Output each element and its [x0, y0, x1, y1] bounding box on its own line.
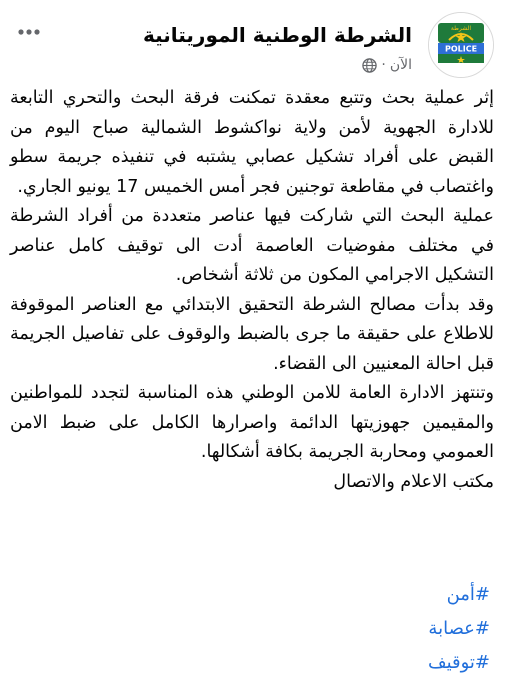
post-signature: مكتب الاعلام والاتصال	[333, 471, 494, 492]
post-paragraph-3: وقد بدأت مصالح الشرطة التحقيق الابتدائي مع العناصر الموقوفة للاطلاع على حقيقة ما جرى بالضبط والوقوف على تفاصيل الجريمة قبل احالة المعنيين الى القضاء.	[10, 294, 494, 374]
hashtag-list	[428, 578, 490, 680]
page-name-link[interactable]: الشرطة الوطنية الموريتانية	[142, 23, 412, 47]
police-logo-icon	[429, 13, 493, 77]
hashtag-tawqif[interactable]: #توقيف	[427, 652, 490, 673]
post-meta	[362, 57, 412, 73]
avatar-top-text: الشرطة	[450, 25, 472, 32]
hashtag-isaba[interactable]: #عصابة	[428, 618, 490, 639]
more-options-button[interactable]	[14, 22, 44, 42]
globe-icon[interactable]	[362, 58, 377, 73]
meta-separator: ·	[381, 57, 386, 73]
hashtag-amn[interactable]: #أمن	[446, 584, 490, 605]
post-paragraph-1: إثر عملية بحث وتتبع معقدة تمكنت فرقة البحث والتحري التابعة للادارة الجهوية لأمن ولاية نواكشوط الشمالية صباح اليوم من القبض على أفراد تشكيل عصابي يشتبه في تنفيذه جريمة سطو واغتصاب في مقاطعة توجنين فجر أمس الخميس 17 يونيو الجاري.	[10, 88, 494, 197]
post-body	[10, 84, 494, 497]
avatar-badge-text: POLICE	[444, 44, 478, 54]
page-avatar[interactable]	[428, 12, 494, 78]
post-timestamp[interactable]: الآن	[389, 57, 412, 73]
post-header	[0, 0, 506, 90]
more-horizontal-icon	[17, 28, 41, 36]
post-paragraph-2: عملية البحث التي شاركت فيها عناصر متعددة من أفراد الشرطة في مختلف مفوضيات العاصمة أدت الى توقيف كامل عناصر التشكيل الاجرامي المكون من ثلاثة أشخاص.	[10, 206, 494, 285]
post-paragraph-4: وتنتهز الادارة العامة للامن الوطني هذه المناسبة لتجدد للمواطنين والمقيمين جهوزيتها الدائمة واصرارها الكامل على ضبط الامن العمومي ومحاربة الجريمة بكافة أشكالها.	[10, 383, 494, 462]
